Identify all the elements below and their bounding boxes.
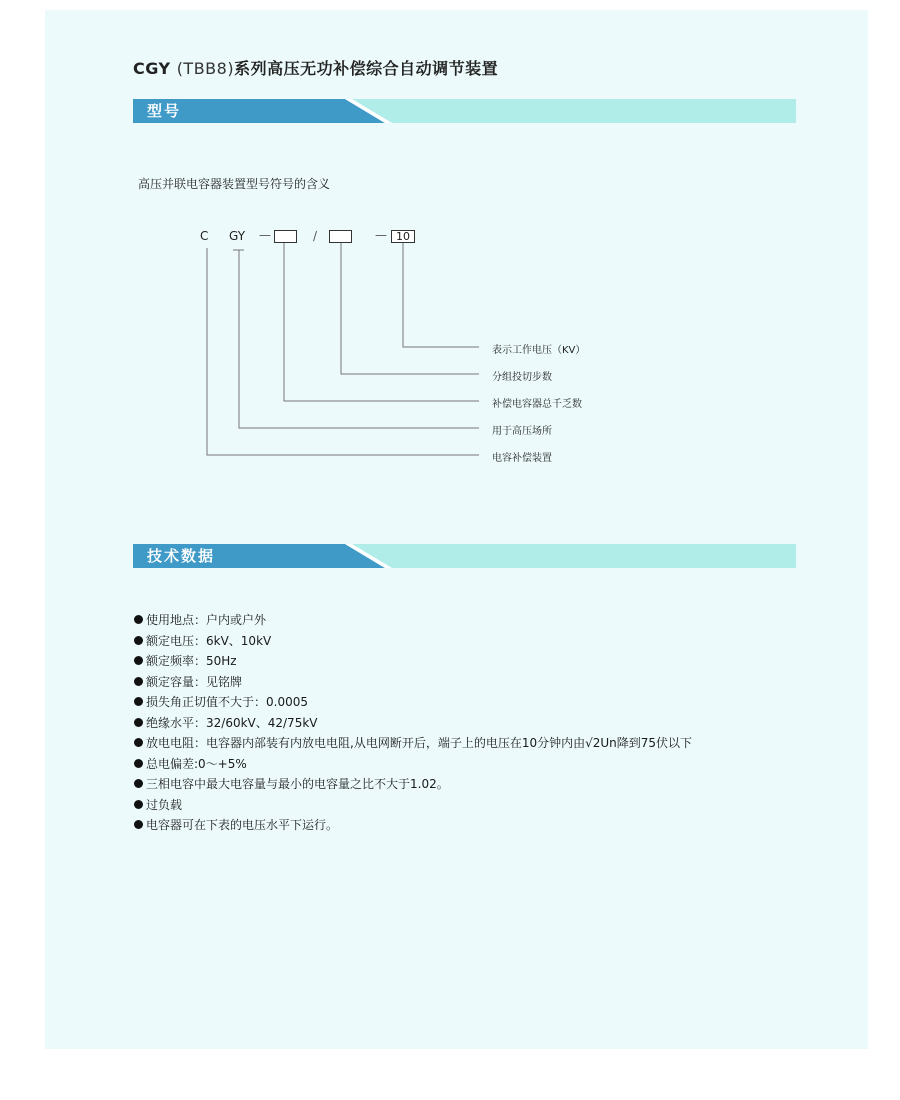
bullet-icon — [134, 697, 143, 706]
list-item-text: 额定容量：见铭牌 — [146, 674, 243, 689]
bullet-icon — [134, 677, 143, 686]
code-box-steps — [329, 230, 352, 243]
list-item — [134, 631, 692, 652]
code-letters-gy: GY — [229, 229, 246, 243]
code-dash-1: — — [259, 228, 271, 242]
section-bar-graphic — [133, 544, 796, 568]
list-item — [134, 672, 692, 693]
list-item — [134, 754, 692, 775]
bullet-icon — [134, 615, 143, 624]
title-rest: 系列高压无功补偿综合自动调节装置 — [234, 59, 499, 78]
section-title-tech: 技术数据 — [147, 547, 216, 565]
list-item-text: 损失角正切值不大于：0.0005 — [146, 695, 308, 709]
diagram-subtitle: 高压并联电容器装置型号符号的含义 — [138, 177, 331, 191]
bullet-icon — [134, 718, 143, 727]
legend-voltage: 表示工作电压（KV） — [492, 345, 586, 356]
bullet-icon — [134, 656, 143, 665]
code-slash: / — [313, 229, 318, 243]
list-item-text: 使用地点：户内或户外 — [146, 613, 267, 627]
legend-capacity: 补偿电容器总千乏数 — [492, 399, 582, 410]
list-item — [134, 815, 692, 836]
bullet-icon — [134, 636, 143, 645]
list-item-text: 额定电压：6kV、10kV — [146, 633, 272, 648]
list-item-text: 三相电容中最大电容量与最小的电容量之比不大于1.02。 — [146, 777, 449, 791]
list-item — [134, 651, 692, 672]
list-item-text: 绝缘水平：32/60kV、42/75kV — [146, 715, 318, 730]
list-item-text: 电容器可在下表的电压水平下运行。 — [146, 818, 339, 832]
legend-high-voltage: 用于高压场所 — [492, 426, 552, 437]
model-code-diagram — [45, 10, 868, 480]
bullet-icon — [134, 820, 143, 829]
tech-data-list — [134, 610, 692, 836]
bullet-icon — [134, 800, 143, 809]
code-letter-c: C — [200, 229, 209, 243]
list-item-text: 总电偏差:0～+5% — [146, 756, 247, 771]
page-background — [45, 10, 868, 1049]
list-item — [134, 795, 692, 816]
title-main: CGY — [133, 59, 171, 78]
section-title-model: 型号 — [147, 102, 182, 120]
bullet-icon — [134, 738, 143, 747]
code-box-capacity — [274, 230, 297, 243]
title-paren: (TBB8) — [176, 59, 235, 78]
bullet-icon — [134, 759, 143, 768]
list-item-text: 放电电阻：电容器内部装有内放电电阻,从电网断开后，端子上的电压在10分钟内由√2Un降到75伏以下 — [146, 736, 693, 750]
list-item-text: 额定频率：50Hz — [146, 654, 237, 668]
legend-steps: 分组投切步数 — [492, 372, 552, 383]
list-item — [134, 610, 692, 631]
code-dash-2: — — [375, 228, 387, 242]
code-box-voltage: 10 — [391, 230, 415, 243]
list-item-text: 过负载 — [146, 797, 183, 812]
list-item — [134, 713, 692, 734]
section-bar-tech — [133, 544, 796, 568]
list-item — [134, 733, 692, 754]
list-item — [134, 692, 692, 713]
bullet-icon — [134, 779, 143, 788]
legend-device: 电容补偿装置 — [492, 453, 552, 464]
list-item — [134, 774, 692, 795]
